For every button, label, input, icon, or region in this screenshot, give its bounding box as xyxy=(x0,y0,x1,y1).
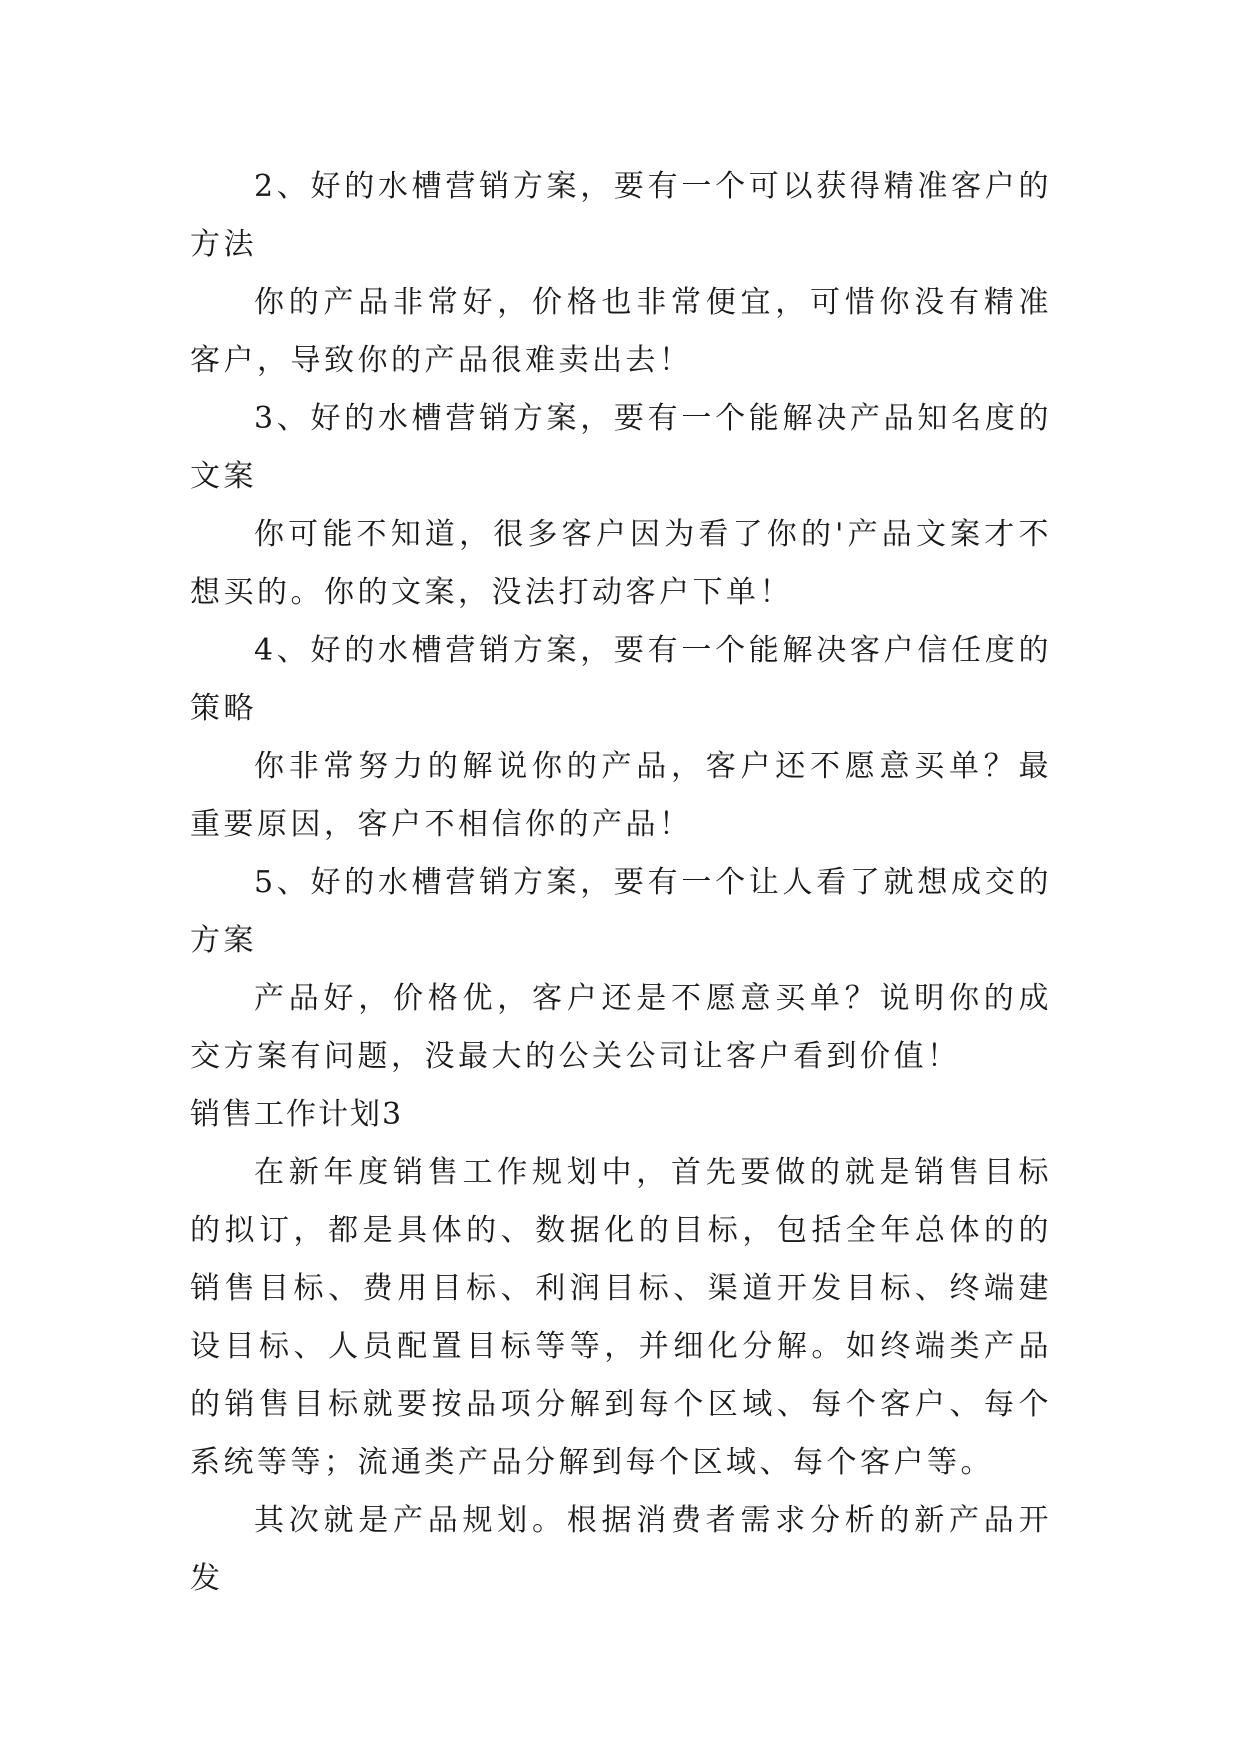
document-page xyxy=(190,158,1052,1608)
paragraph-point-5-detail: 产品好，价格优，客户还是不愿意买单？说明你的成交方案有问题，没最大的公关公司让客户看到价值！ xyxy=(190,981,1052,1074)
section-heading: 销售工作计划3 xyxy=(190,1097,404,1132)
paragraph-point-2-detail: 你的产品非常好，价格也非常便宜，可惜你没有精准客户，导致你的产品很难卖出去！ xyxy=(190,285,1052,378)
section-paragraph-sales-targets: 在新年度销售工作规划中，首先要做的就是销售目标的拟订，都是具体的、数据化的目标，包括全年总体的的销售目标、费用目标、利润目标、渠道开发目标、终端建设目标、人员配置目标等等，并细化分解。如终端类产品的销售目标就要按品项分解到每个区域、每个客户、每个系统等等；流通类产品分解到每个区域、每个客户等。 xyxy=(190,1155,1052,1480)
paragraph-point-3: 3、好的水槽营销方案，要有一个能解决产品知名度的文案 xyxy=(190,401,1052,494)
paragraph-point-3-detail: 你可能不知道，很多客户因为看了你的'产品文案才不想买的。你的文案，没法打动客户下单！ xyxy=(190,517,1052,610)
paragraph-point-2: 2、好的水槽营销方案，要有一个可以获得精准客户的方法 xyxy=(190,169,1052,262)
paragraph-point-5: 5、好的水槽营销方案，要有一个让人看了就想成交的方案 xyxy=(190,865,1052,958)
paragraph-point-4-detail: 你非常努力的解说你的产品，客户还不愿意买单？最重要原因，客户不相信你的产品！ xyxy=(190,749,1052,842)
section-paragraph-product-planning: 其次就是产品规划。根据消费者需求分析的新产品开发 xyxy=(190,1503,1052,1596)
paragraph-point-4: 4、好的水槽营销方案，要有一个能解决客户信任度的策略 xyxy=(190,633,1052,726)
